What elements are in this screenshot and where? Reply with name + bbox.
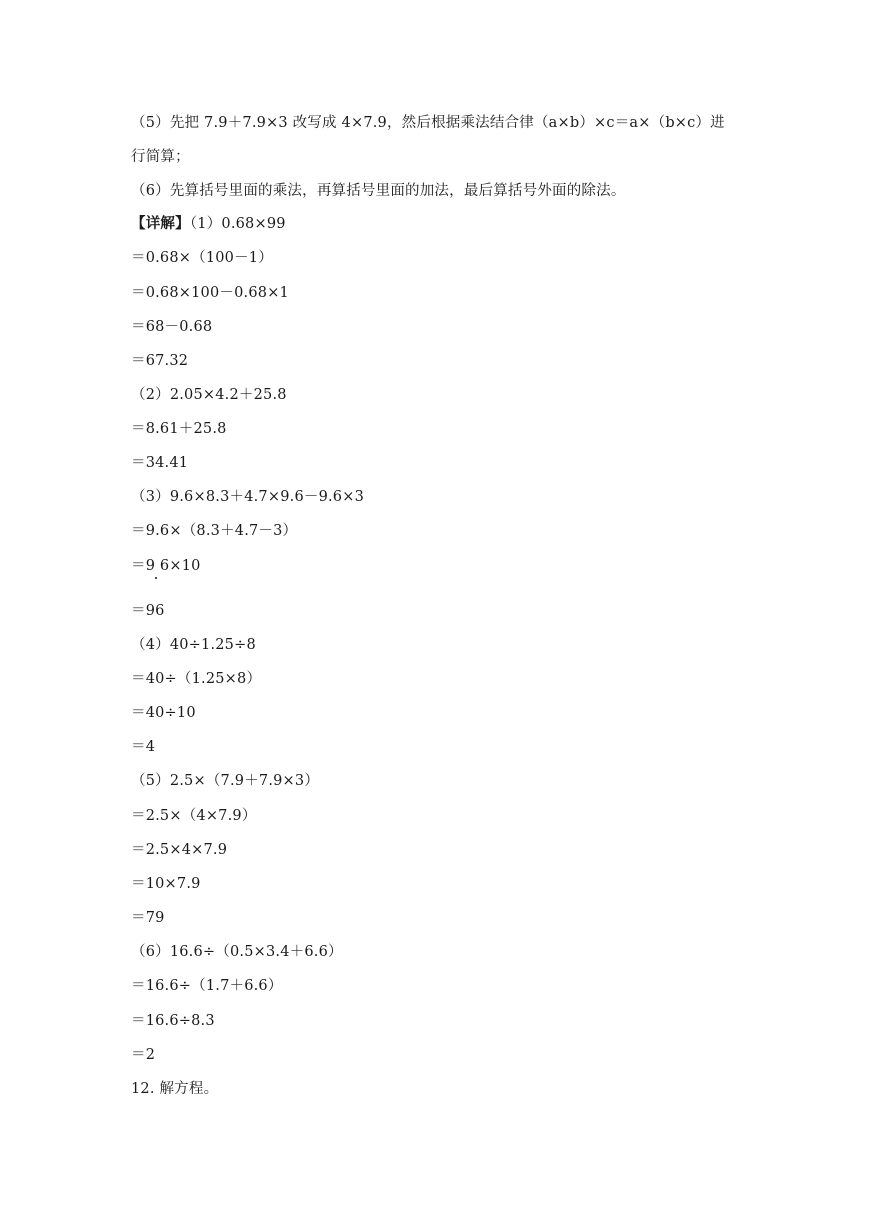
problem-1-step: ＝68－0.68 [131,319,213,335]
hint-step-6: （6）先算括号里面的乘法，再算括号里面的加法，最后算括号外面的除法。 [131,183,626,199]
problem-6-result: ＝2 [131,1047,156,1063]
problem-5-expression: （5）2.5×（7.9＋7.9×3） [131,773,320,789]
solution-label: 【详解】 [131,215,190,232]
problem-5-result: ＝79 [131,910,165,926]
problem-6-expression: （6）16.6÷（0.5×3.4＋6.6） [131,944,343,960]
problem-1-result: ＝67.32 [131,353,189,369]
problem-4-result: ＝4 [131,739,156,755]
problem-2-result: ＝34.41 [131,455,189,471]
decimal-point-mark [155,577,157,579]
problem-1-expression: （1）0.68×99 [189,216,286,232]
problem-2-step: ＝8.61＋25.8 [131,421,227,437]
problem-3-step: ＝9 6×10 [131,558,201,574]
problem-5-step: ＝2.5×（4×7.9） [131,808,257,824]
problem-3-expression: （3）9.6×8.3＋4.7×9.6－9.6×3 [131,489,364,505]
problem-6-step: ＝16.6÷（1.7＋6.6） [131,978,283,994]
problem-2-expression: （2）2.05×4.2＋25.8 [131,387,287,403]
question-12-heading: 12. 解方程。 [131,1081,219,1097]
hint-step-5-line-2: 行简算； [131,149,190,165]
problem-1-step: ＝0.68×100－0.68×1 [131,285,289,301]
problem-1-step: ＝0.68×（100－1） [131,250,273,266]
problem-5-step: ＝10×7.9 [131,876,201,892]
problem-6-step: ＝16.6÷8.3 [131,1013,215,1029]
problem-3-result: ＝96 [131,603,165,619]
hint-step-5-line-1: （5）先把 7.9＋7.9×3 改写成 4×7.9，然后根据乘法结合律（a×b）×c＝a×（b×c）进 [131,115,725,131]
problem-4-step: ＝40÷10 [131,705,196,721]
solution-line-1 [131,214,286,234]
problem-4-expression: （4）40÷1.25÷8 [131,637,256,653]
problem-3-step: ＝9.6×（8.3＋4.7－3） [131,523,298,539]
problem-5-step: ＝2.5×4×7.9 [131,842,228,858]
problem-4-step: ＝40÷（1.25×8） [131,671,262,687]
